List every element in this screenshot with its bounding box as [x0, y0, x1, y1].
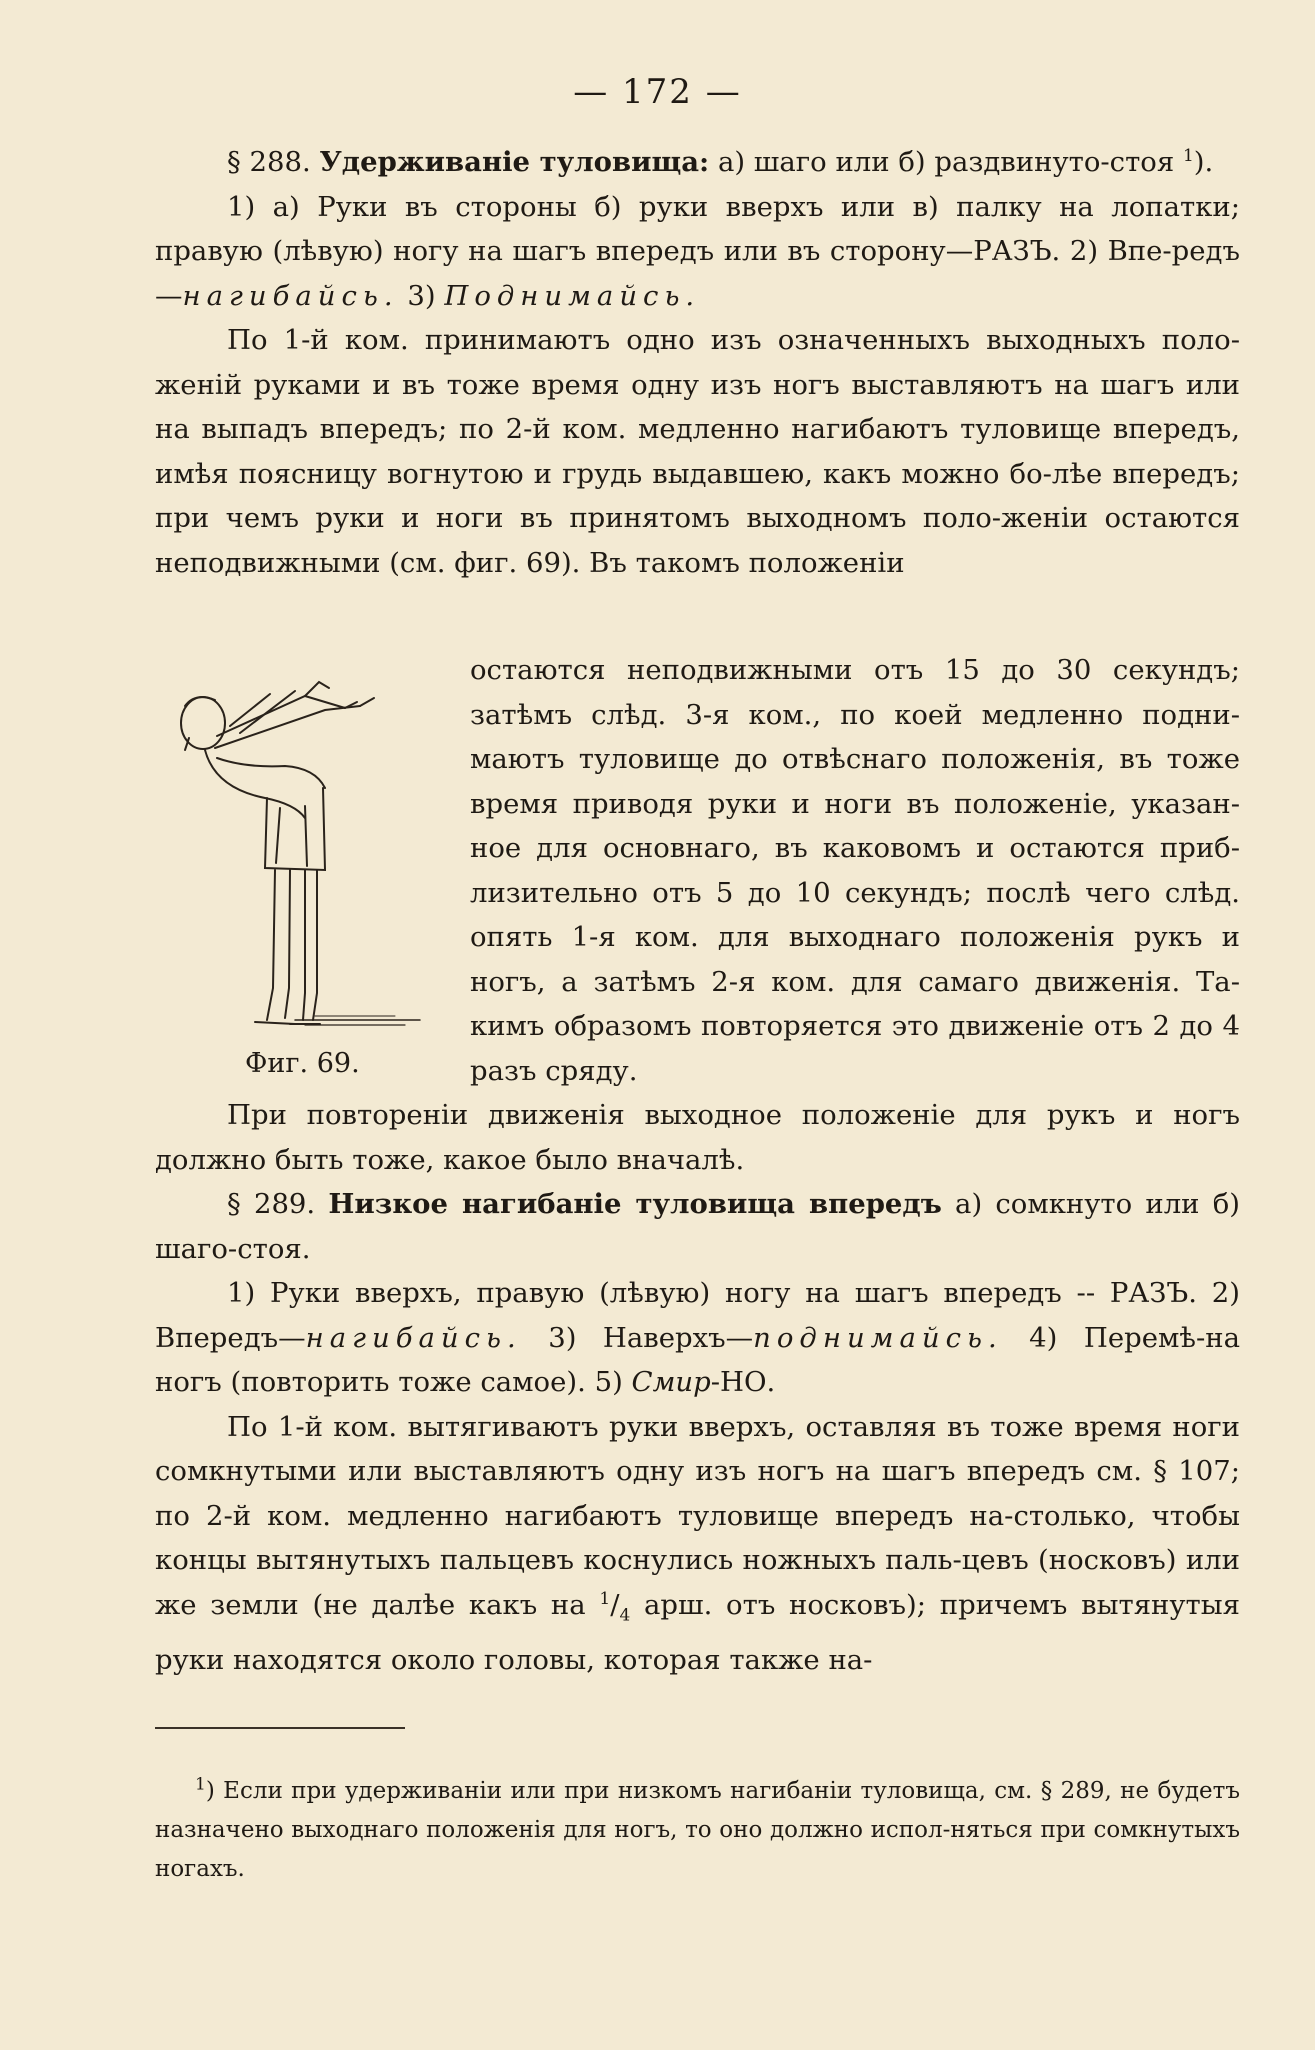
command-text: 1) Руки вверхъ, правую (лѣвую) ногу на шагъ впередъ -- РАЗЪ. 2) Впередъ—	[155, 1277, 1240, 1354]
section-288-after	[155, 1093, 1240, 1182]
command-spaced: нагибайсь.	[305, 1321, 522, 1354]
section-number: § 289.	[227, 1188, 316, 1220]
wrapped-text: остаются неподвижными отъ 15 до 30 секундъ; затѣмъ слѣд. 3-я ком., по коей медленно подни-маютъ туловище до отвѣснаго положенія, въ тоже время приводя руки и ноги въ положеніе, указан-ное для основнаго, въ каковомъ и остаются приб-лизительно отъ 5 до 10 секундъ; послѣ чего слѣд. опять 1-я ком. для выходнаго положенія рукъ и ногъ, а затѣмъ 2-я ком. для самаго движенія. Та-кимъ образомъ повторяется это движеніе отъ 2 до 4 разъ сряду.	[470, 654, 1240, 1087]
section-number: § 288.	[227, 146, 311, 178]
repeat-note: При повтореніи движенія выходное положеніе для рукъ и ногъ должно быть тоже, какое было вначалѣ.	[155, 1099, 1240, 1176]
command-text: 1) а) Руки въ стороны б) руки вверхъ или в) палку на лопатки; правую (лѣвую) ногу на шагъ впередъ или въ сторону—РАЗЪ. 2) Впе-редъ—	[155, 190, 1240, 312]
command-text: 4) Перемѣ-на ногъ (повторить тоже самое). 5)	[155, 1321, 1240, 1398]
page-number: — 172 —	[573, 72, 742, 112]
command-text: 3) Наверхъ—	[521, 1321, 754, 1354]
section-289-commands	[155, 1271, 1240, 1405]
fraction-numerator: 1	[599, 1588, 611, 1609]
section-288	[155, 140, 1240, 585]
section-288-description: По 1-й ком. принимаютъ одно изъ означенныхъ выходныхъ поло-женій руками и въ тоже время одну изъ ногъ выставляютъ на шагъ или на выпадъ впередъ; по 2-й ком. медленно нагибаютъ туловище впередъ, имѣя поясницу вогнутою и грудь выдавшею, какъ можно бо-лѣе впередъ; при чемъ руки и ноги въ принятомъ выходномъ поло-женіи остаются неподвижными (см. фиг. 69). Въ такомъ положеніи	[155, 324, 1240, 579]
command-spaced: нагибайсь.	[182, 279, 399, 312]
footnote-text	[155, 1772, 1240, 1889]
section-289-heading	[155, 1182, 1240, 1271]
description-text: По 1-й ком. вытягиваютъ руки вверхъ, оставляя въ тоже время ноги сомкнутыми или выставляютъ одну изъ ногъ на шагъ впередъ см. § 107; по 2-й ком. медленно нагибаютъ туловище впередъ на-столько, чтобы концы вытянутыхъ пальцевъ коснулись ножныхъ паль-цевъ (носковъ) или же земли (не далѣе какъ на	[155, 1410, 1240, 1621]
section-title-rest: а) сомкнуто или б) шаго-стоя.	[155, 1188, 1240, 1265]
section-288-heading	[155, 140, 1240, 185]
figure-caption: Фиг. 69.	[245, 1048, 360, 1079]
command-text: 3)	[398, 279, 445, 312]
command-text: -НО.	[710, 1366, 776, 1398]
footnote-marker: 1	[1182, 145, 1194, 166]
footnote	[155, 1772, 1240, 1889]
heading-tail: ).	[1193, 146, 1214, 178]
section-289-description: По 1-й ком. вытягиваютъ руки вверхъ, оставляя въ тоже время ноги сомкнутыми или выставляютъ одну изъ ногъ на шагъ впередъ см. § 107; по 2-й ком. медленно нагибаютъ туловище впередъ на-столько, чтобы концы вытянутыхъ пальцевъ коснулись ножныхъ паль-цевъ (носковъ) или же земли (не далѣе какъ на $^1/_4$ арш. отъ носковъ); причемъ вытянутыя руки находятся около головы, которая также на-	[155, 1410, 1240, 1676]
description-text: арш. отъ носковъ); причемъ вытянутыя руки находятся около головы, которая также на-	[155, 1588, 1240, 1676]
footnote-rule	[155, 1727, 405, 1729]
section-title: Удерживаніе туловища:	[319, 146, 710, 178]
command-spaced: поднимайсь.	[753, 1321, 1003, 1354]
section-288-commands	[155, 185, 1240, 319]
section-title-rest: а) шаго или б) раздвинуто-стоя	[709, 146, 1183, 178]
command-italic: Смир	[631, 1366, 711, 1398]
section-title: Низкое нагибаніе туловища впередъ	[328, 1188, 942, 1220]
section-289	[155, 1182, 1240, 1682]
footnote-body: ) Если при удерживаніи или при низкомъ нагибаніи туловища, см. § 289, не будетъ назначено выходнаго положенія для ногъ, то оно должно испол-няться при сомкнутыхъ ногахъ.	[155, 1778, 1240, 1882]
gymnast-bending-forward-figure	[155, 648, 455, 1048]
footnote-mark: 1	[195, 1774, 206, 1795]
figure-block	[155, 648, 1240, 1093]
fraction-denominator: 4	[619, 1605, 631, 1625]
figure-69	[155, 648, 455, 1088]
command-spaced: Поднимайсь.	[444, 279, 701, 312]
